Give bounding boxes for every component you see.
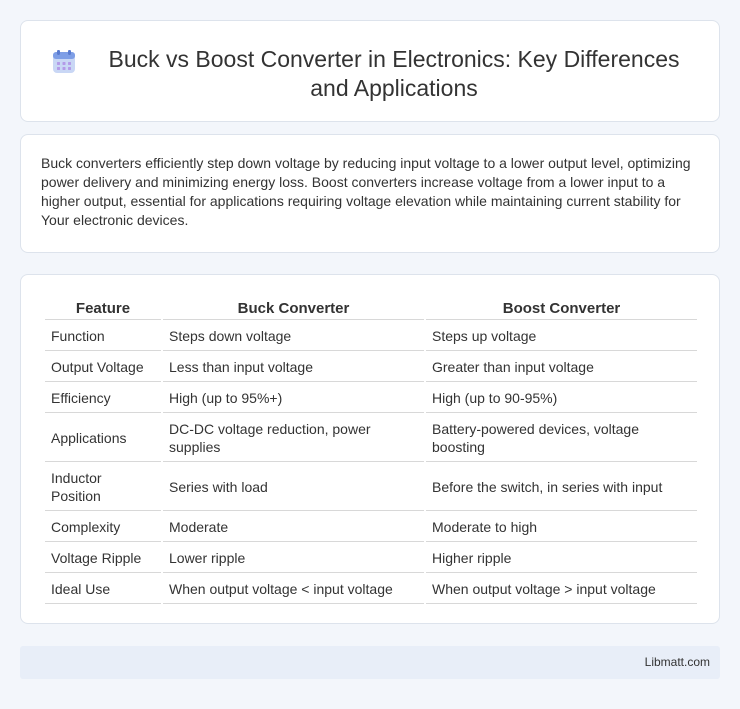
table-header-row: [45, 297, 697, 320]
buck-cell: Lower ripple: [163, 544, 424, 573]
feature-cell: Function: [45, 322, 161, 351]
buck-cell: Moderate: [163, 513, 424, 542]
table-row: [45, 544, 697, 573]
table-row: [45, 353, 697, 382]
buck-cell: DC-DC voltage reduction, power supplies: [163, 415, 424, 462]
footer-bar: [20, 646, 720, 679]
feature-cell: Complexity: [45, 513, 161, 542]
buck-cell: When output voltage < input voltage: [163, 575, 424, 604]
buck-cell: Series with load: [163, 464, 424, 511]
footer-brand-link[interactable]: Libmatt.com: [644, 655, 710, 669]
table-row: [45, 322, 697, 351]
buck-cell: Less than input voltage: [163, 353, 424, 382]
feature-cell: Voltage Ripple: [45, 544, 161, 573]
comparison-table: [43, 295, 699, 606]
boost-cell: When output voltage > input voltage: [426, 575, 697, 604]
calendar-icon: [51, 49, 77, 75]
table-row: [45, 513, 697, 542]
buck-cell: Steps down voltage: [163, 322, 424, 351]
feature-cell: Inductor Position: [45, 464, 161, 511]
feature-cell: Ideal Use: [45, 575, 161, 604]
boost-cell: Higher ripple: [426, 544, 697, 573]
boost-cell: Battery-powered devices, voltage boosting: [426, 415, 697, 462]
boost-cell: Before the switch, in series with input: [426, 464, 697, 511]
header-buck: Buck Converter: [163, 297, 424, 320]
header-card: [20, 20, 720, 122]
page-title: Buck vs Boost Converter in Electronics: Key Differences and Applications: [108, 46, 680, 101]
header-boost: Boost Converter: [426, 297, 697, 320]
buck-cell: High (up to 95%+): [163, 384, 424, 413]
table-row: [45, 415, 697, 462]
table-row: [45, 575, 697, 604]
feature-cell: Applications: [45, 415, 161, 462]
boost-cell: High (up to 90-95%): [426, 384, 697, 413]
boost-cell: Moderate to high: [426, 513, 697, 542]
boost-cell: Steps up voltage: [426, 322, 697, 351]
header-feature: Feature: [45, 297, 161, 320]
intro-paragraph: Buck converters efficiently step down voltage by reducing input voltage to a lower output level, optimizing power delivery and minimizing energy loss. Boost converters increase voltage from a lower input to a higher output, essential for applications requiring voltage elevation while maintaining current stability for Your electronic devices.: [41, 155, 691, 228]
table-row: [45, 464, 697, 511]
feature-cell: Output Voltage: [45, 353, 161, 382]
table-row: [45, 384, 697, 413]
boost-cell: Greater than input voltage: [426, 353, 697, 382]
intro-card: [20, 134, 720, 253]
comparison-card: [20, 274, 720, 624]
feature-cell: Efficiency: [45, 384, 161, 413]
